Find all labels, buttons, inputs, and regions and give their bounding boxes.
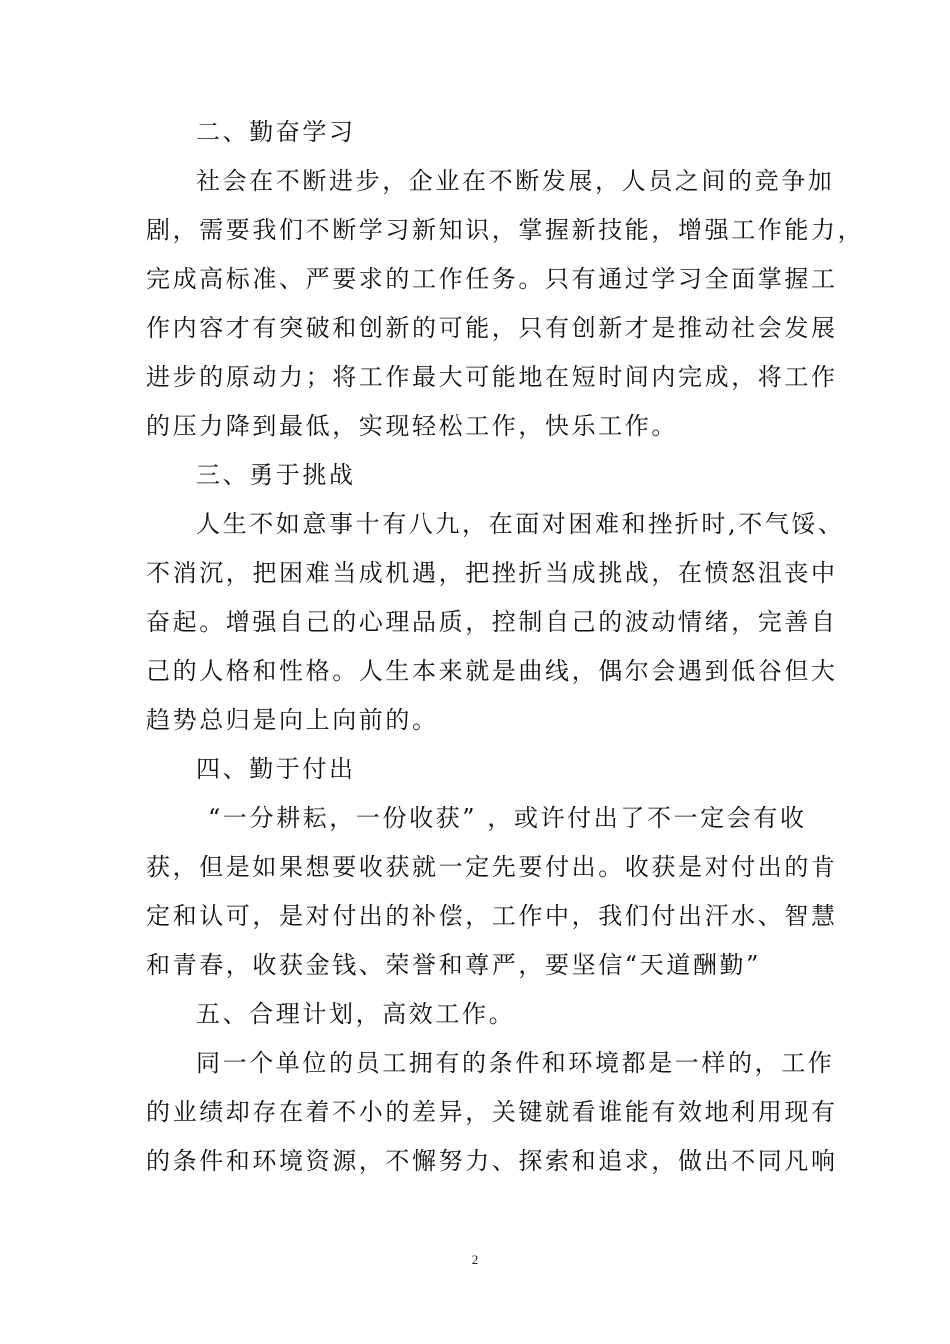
section-heading-4: 四、勤于付出 (196, 755, 356, 783)
paragraph-line: 作内容才有突破和创新的可能，只有创新才是推动社会发展 (146, 314, 838, 342)
paragraph-line: 和青春，收获金钱、荣誉和尊严，要坚信“天道酬勤” (146, 951, 761, 979)
paragraph-line: 社会在不断进步，企业在不断发展，人员之间的竞争加 (196, 167, 835, 195)
paragraph-line: 定和认可，是对付出的补偿，工作中，我们付出汗水、智慧 (146, 902, 838, 930)
page-number: 2 (471, 1252, 479, 1267)
paragraph-line: 奋起。增强自己的心理品质，控制自己的波动情绪，完善自 (146, 608, 838, 636)
paragraph-line: 人生不如意事十有八九，在面对困难和挫折时,不气馁、 (196, 510, 845, 538)
section-heading-5: 五、合理计划，高效工作。 (196, 1000, 516, 1028)
section-heading-2: 二、勤奋学习 (196, 118, 356, 146)
page-body (146, 108, 865, 1186)
paragraph-line: 的业绩却存在着不小的差异，关键就看谁能有效地利用现有 (146, 1098, 838, 1126)
paragraph-line: 不消沉，把困难当成机遇，把挫折当成挑战，在愤怒沮丧中 (146, 559, 838, 587)
paragraph-line: 完成高标准、严要求的工作任务。只有通过学习全面掌握工 (146, 265, 838, 293)
paragraph-line: 获，但是如果想要收获就一定先要付出。收获是对付出的肯 (146, 853, 838, 881)
paragraph-line: 趋势总归是向上向前的。 (146, 706, 439, 734)
paragraph-line: “一分耕耘，一份收获” ，或许付出了不一定会有收 (208, 804, 807, 832)
paragraph-line: 同一个单位的员工拥有的条件和环境都是一样的，工作 (196, 1049, 835, 1077)
section-heading-3: 三、勇于挑战 (196, 461, 356, 489)
paragraph-line: 的条件和环境资源，不懈努力、探索和追求，做出不同凡响 (146, 1147, 838, 1175)
paragraph-line: 己的人格和性格。人生本来就是曲线，偶尔会遇到低谷但大 (146, 657, 838, 685)
paragraph-line: 剧，需要我们不断学习新知识，掌握新技能，增强工作能力， (146, 216, 865, 244)
paragraph-line: 进步的原动力；将工作最大可能地在短时间内完成，将工作 (146, 363, 838, 391)
paragraph-line: 的压力降到最低，实现轻松工作，快乐工作。 (146, 412, 678, 440)
